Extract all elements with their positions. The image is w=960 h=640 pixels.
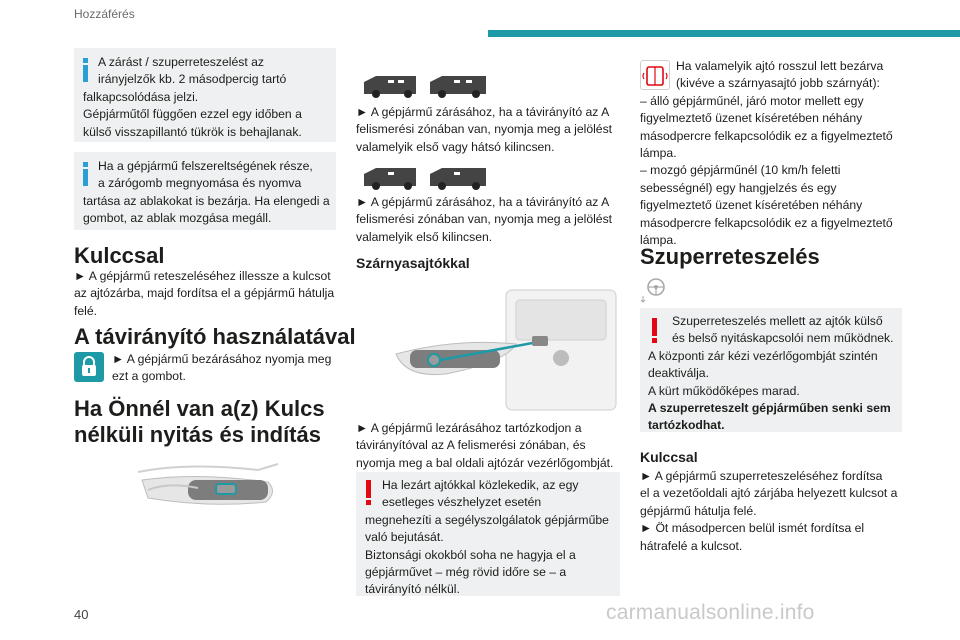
paragraph-wing-door-lock [356,420,618,472]
text-line: felismerési zónában van, nyomja meg a jelölést [356,212,613,227]
text-line: gépjármű hátulja felé. [640,503,757,518]
text-line: ► A gépjármű zárásához, ha a távirányító az A [356,195,610,209]
paragraph-lock-front-rear [356,104,618,156]
text-line: a zárógomb megnyomása és nyomva [98,176,302,191]
illustration-vans-four-doors [362,72,490,98]
text-line: tartása az ablakokat is bezárja. Ha elengedi a [83,193,330,208]
text-line: Ha valamelyik ajtó rosszul lett bezárva [676,59,884,73]
section-title: Hozzáférés [74,7,135,21]
text-line: sebességnél) egy hangjelzés és egy [640,180,837,195]
text-line: A zárást / szuperreteszelést az [98,55,264,69]
text-line: való bejutását. [365,530,444,545]
paragraph-kulccsal-superlock [640,468,904,555]
text-line: esetleges vészhelyzet esetén [382,495,542,510]
heading-kulccsal: Kulccsal [74,243,165,268]
page-number: 40 [74,607,89,622]
text-line: és belső nyitáskapcsolói nem működnek. [672,331,894,346]
text-line: figyelmeztető üzenet kíséretében néhány [640,198,863,213]
text-line: az ajtózárba, majd fordítsa el a gépjármű hátulja [74,286,335,301]
text-line: Szuperreteszelés mellett az ajtók külső [672,314,883,328]
heading-line: nélküli nyitás és indítás [74,422,321,447]
heading-line: Ha Önnél van a(z) Kulcs [74,396,325,421]
watermark: carmanualsonline.info [606,601,815,624]
steering-wheel-icon [640,274,670,304]
text-line: felé. [74,303,98,318]
illustration-hand-door-handle [128,452,284,518]
text-line: ► A gépjármű szuperreteszeléséhez fordítsa [640,469,883,483]
text-line: megnehezíti a segélyszolgálatok gépjárműbe [365,512,609,527]
text-line: másodpercre felkapcsolódik ez a figyelmeztető [640,128,893,143]
text-line: lámpa. [640,233,677,248]
text-line: – mozgó gépjárműnél (10 km/h feletti [640,163,841,178]
paragraph-door-alert [640,58,902,249]
text-line: valamelyik első kilincsen. [356,229,493,244]
text-line: A kürt működőképes marad. [648,383,800,398]
warning-box-superlocking [640,308,902,432]
paragraph-kulccsal [74,268,338,320]
info-box-windows [74,152,336,230]
text-line: hátrafelé a kulcsot. [640,538,743,553]
header-accent-bar [488,30,960,37]
warning-box-locked-doors [356,472,620,596]
text-line: ► Öt másodpercen belül ismét fordítsa el [640,521,865,536]
text-line: figyelmeztető üzenet kíséretében néhány [640,111,863,126]
text-line: ► A gépjármű lezárásához tartózkodjon a [356,421,582,435]
text-line: ► A gépjármű zárásához, ha a távirányító az A [356,105,610,119]
illustration-vans-front-doors [362,164,490,190]
illustration-wing-door-handle [356,282,618,414]
text-line: ► A gépjármű reteszeléséhez illessze a kulcsot [74,269,331,283]
text-line: gombot, az ablak mozgása megáll. [83,211,272,226]
text-line: felismerési zónában van, nyomja meg a jelölést [356,122,613,137]
text-line: Gépjárműtől függően ezzel egy időben a [83,107,302,122]
text-line: nyomja meg a bal oldali ajtózár vezérlőgombját. [356,455,614,470]
heading-szarnyasajtokkal: Szárnyasajtókkal [356,255,470,271]
text-line: Ha a gépjármű felszereltségének része, [98,159,313,173]
text-line: Biztonsági okokból soha ne hagyja el a [365,547,576,562]
text-line: A központi zár kézi vezérlőgombját szintén [648,348,878,363]
text-line: falkapcsolódása jelzi. [83,89,199,104]
text-line: ezt a gombot. [112,369,186,384]
heading-taviranyito: A távirányító használatával [74,324,356,349]
text-line: el a vezetőoldali ajtó zárjába helyezett kulcsot a [640,486,898,501]
text-line: (kivéve a szárnyasajtó jobb szárnyát): [676,76,880,91]
text-line: ► A gépjármű bezárásához nyomja meg [112,352,332,366]
heading-szuperreteszeles: Szuperreteszelés [640,244,820,269]
text-line: másodpercre felkapcsolódik ez a figyelmeztető [640,215,893,230]
text-line: Ha lezárt ajtókkal közlekedik, az egy [382,478,579,492]
text-line: távirányító nélkül. [365,582,460,597]
text-line: deaktiválja. [648,366,709,381]
text-line: lámpa. [640,146,677,161]
lock-icon [74,352,104,382]
text-line: tartózkodhat. [648,418,725,433]
text-line: külső visszapillantó tükrök is behajlanak. [83,124,302,139]
text-line: gépjárművet – még rövid időre se – a [365,565,567,580]
text-line: irányjelzők kb. 2 másodpercig tartó [98,72,287,87]
text-line: – álló gépjárműnél, járó motor mellett egy [640,93,864,108]
info-box-locking-signal [74,48,336,142]
text-line: távirányítóval az A felismerési zónában, és [356,438,586,453]
paragraph-taviranyito [112,351,338,386]
heading-keyless [74,396,338,448]
paragraph-lock-front [356,194,618,246]
text-line: A szuperreteszelt gépjárműben senki sem [648,401,891,416]
text-line: valamelyik első vagy hátsó kilincsen. [356,139,555,154]
heading-kulccsal-superlock: Kulccsal [640,449,698,465]
